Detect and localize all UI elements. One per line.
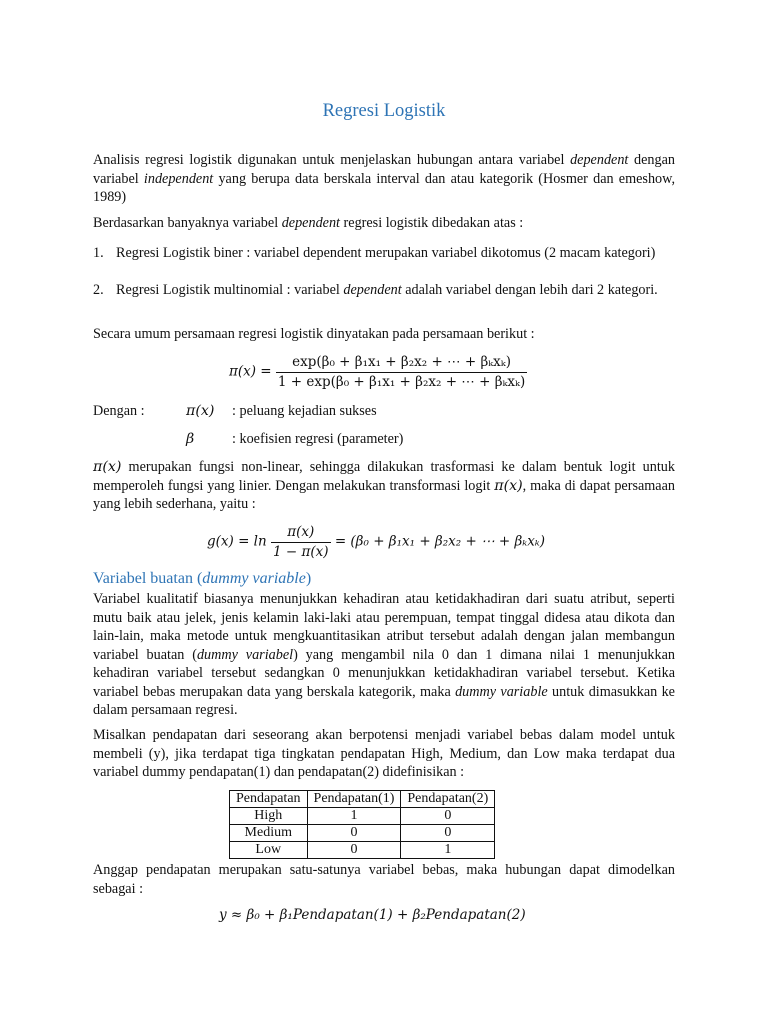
dummy-text-2: ) yang mengambil nila 0 dan 1 dimana nilai 1 menunjukkan kehadiran variabel tersebut sedangkan 0 menunjukkan ketidakhadiran variabel tersebut. Ketika variabel bebas merupakan data yang berskala kategorik, maka	[93, 646, 675, 700]
dummy-italic-1: dummy variabel	[196, 646, 294, 663]
eq1-fraction	[276, 353, 527, 391]
dummy-table	[229, 790, 495, 859]
dummy-paragraph	[93, 590, 675, 720]
eq2-fraction	[271, 523, 331, 561]
intro-italic-1: dependent	[570, 152, 629, 168]
table-cell: 0	[307, 842, 401, 859]
transform-symbol-2: π(x)	[494, 477, 523, 494]
eq1-lhs: π(x) =	[229, 363, 272, 380]
intro-text-3: yang berupa data berskala interval dan atau kategorik (Hosmer dan emeshow, 1989)	[93, 170, 676, 205]
dummy-text-1: Variabel kualitatif biasanya menunjukkan kehadiran atau ketidakhadiran dari suatu atribut, seperti mutu baik atau jelek, jenis kelamin laki-laki atau perempuan, tempat tinggal didesa atau dikota dan lain-lain, maka metode untuk mengkuantitasikan atribut tersebut adalah dengan jalan membangun variabel buatan (	[93, 591, 675, 663]
definitions-label: Dengan :	[93, 403, 145, 419]
heading2-italic: dummy variable	[202, 570, 306, 587]
table-row	[230, 808, 495, 825]
model-paragraph: Anggap pendapatan merupakan satu-satunya variabel bebas, maka hubungan dapat dimodelkan sebagai :	[93, 862, 675, 897]
based-paragraph	[93, 214, 675, 233]
list-text-part: adalah variabel dengan lebih dari 2 kategori.	[401, 282, 658, 298]
list-text: Regresi Logistik biner : variabel dependent merupakan variabel dikotomus (2 macam kategori)	[116, 245, 656, 261]
list-number: 2.	[93, 282, 104, 298]
table-cell: 0	[307, 825, 401, 842]
table-row	[230, 825, 495, 842]
table-cell: 0	[401, 808, 495, 825]
list-text	[116, 281, 675, 300]
section-heading	[93, 570, 311, 589]
heading2-text-1: Variabel buatan (	[93, 570, 203, 587]
table-header-cell: Pendapatan	[230, 791, 308, 808]
intro-paragraph	[93, 151, 675, 207]
list-number: 1.	[93, 245, 104, 261]
intro-italic-2: independent	[143, 170, 214, 187]
definition-symbol: π(x)	[186, 403, 215, 419]
table-header-cell: Pendapatan(2)	[401, 791, 495, 808]
eq1-denominator: 1 + exp(β₀ + β₁x₁ + β₂x₂ + ⋯ + βₖxₖ)	[277, 373, 526, 390]
general-eq-intro: Secara umum persamaan regresi logistik dinyatakan pada persamaan berikut :	[93, 326, 535, 342]
list-text-part: Regresi Logistik multinomial : variabel	[116, 282, 344, 298]
table-cell: Medium	[230, 825, 308, 842]
dummy-italic-2: dummy variable	[455, 683, 548, 700]
based-text-2: regresi logistik dibedakan atas :	[340, 215, 524, 231]
equation-logistic	[229, 353, 527, 391]
table-cell: High	[230, 808, 308, 825]
transform-paragraph	[93, 458, 675, 514]
table-row	[230, 842, 495, 859]
dummy-text-3: untuk dimasukkan ke dalam persamaan regresi.	[93, 683, 675, 718]
eq2-numerator: π(x)	[287, 524, 315, 540]
table-header-row	[230, 791, 495, 808]
eq1-numerator: exp(β₀ + β₁x₁ + β₂x₂ + ⋯ + βₖxₖ)	[292, 354, 511, 370]
eq2-rhs: = (β₀ + β₁x₁ + β₂x₂ + ⋯ + βₖxₖ)	[334, 533, 545, 550]
transform-text-2: , maka di dapat persamaan yang lebih sederhana, yaitu :	[93, 477, 675, 512]
equation-logit	[207, 523, 545, 561]
intro-text-2: dengan variabel	[93, 152, 675, 187]
table-cell: Low	[230, 842, 308, 859]
eq2-denominator: 1 − π(x)	[273, 543, 329, 560]
table-cell: 1	[307, 808, 401, 825]
definition-desc: : peluang kejadian sukses	[232, 403, 377, 419]
eq2-lhs: g(x) = ln	[207, 533, 267, 550]
list-italic: dependent	[343, 282, 402, 298]
transform-symbol-1: π(x)	[93, 459, 122, 475]
table-cell: 1	[401, 842, 495, 859]
heading2-text-2: )	[305, 570, 312, 587]
page-title: Regresi Logistik	[322, 101, 446, 121]
based-italic-1: dependent	[281, 215, 340, 231]
definition-symbol: β	[186, 431, 195, 447]
intro-text-1: Analisis regresi logistik digunakan untuk menjelaskan hubungan antara variabel	[93, 152, 571, 168]
example-paragraph: Misalkan pendapatan dari seseorang akan berpotensi menjadi variabel bebas dalam model untuk membeli (y), jika terdapat tiga tingkatan pendapatan High, Medium, dan Low maka terdapat dua variabel dummy pendapatan(1) dan pendapatan(2) didefinisikan :	[93, 727, 675, 780]
table-cell: 0	[401, 825, 495, 842]
definition-desc: : koefisien regresi (parameter)	[232, 431, 404, 447]
equation-model: y ≈ β₀ + β₁Pendapatan(1) + β₂Pendapatan(2)	[219, 907, 526, 923]
transform-text-1: merupakan fungsi non-linear, sehingga dilakukan trasformasi ke dalam bentuk logit untuk memperoleh fungsi yang linier. Dengan melakukan transformasi logit	[93, 459, 675, 494]
table-header-cell: Pendapatan(1)	[307, 791, 401, 808]
based-text-1: Berdasarkan banyaknya variabel	[93, 215, 282, 231]
